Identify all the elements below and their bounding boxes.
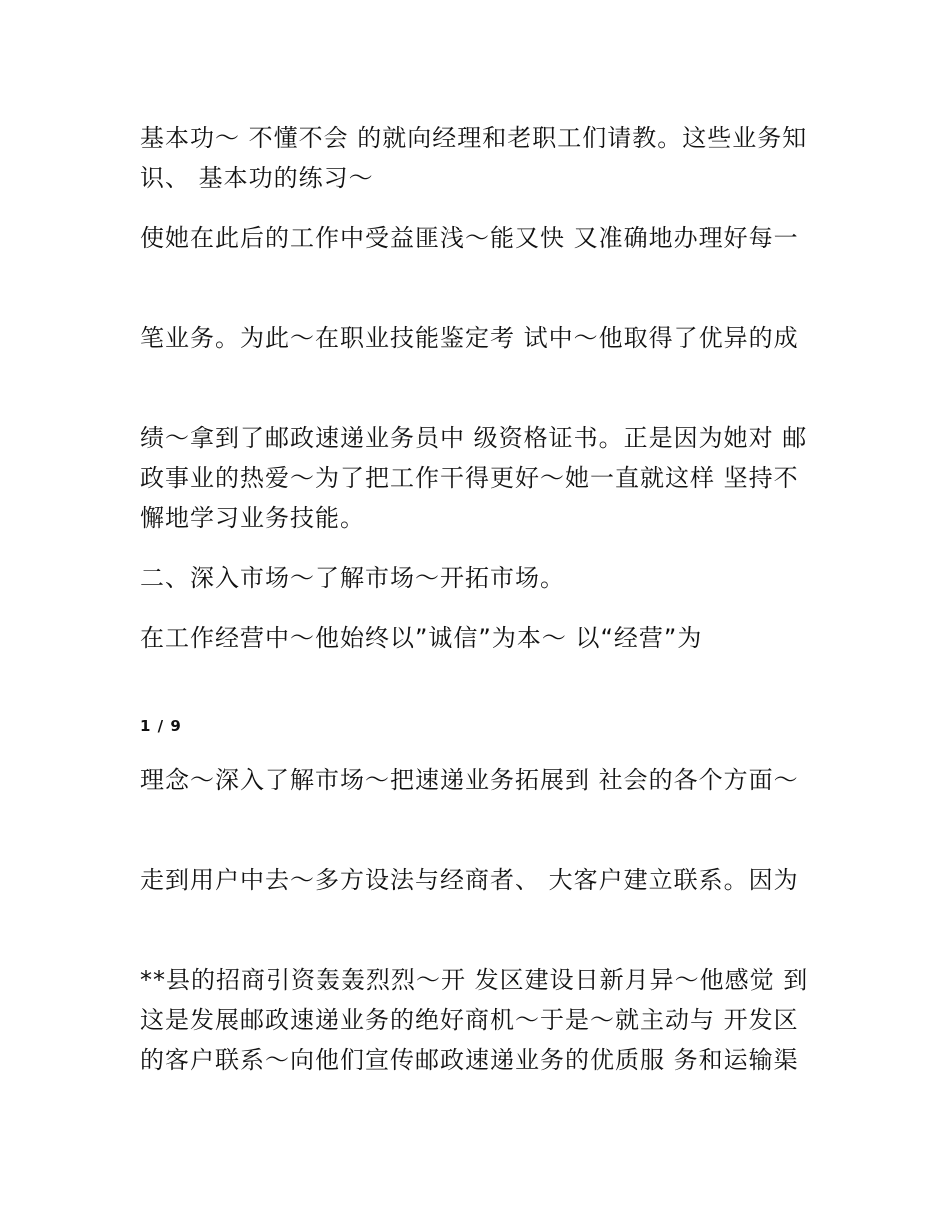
page-number: 1 / 9: [140, 717, 182, 735]
paragraph-6: 在工作经营中～他始终以”诚信”为本～ 以“经营”为: [140, 624, 703, 652]
paragraph-7: 理念～深入了解市场～把速递业务拓展到 社会的各个方面～: [140, 766, 799, 794]
paragraph-1: 基本功～ 不懂不会 的就向经理和老职工们请教。这些业务知识、 基本功的练习～: [140, 124, 808, 192]
paragraph-2: 使她在此后的工作中受益匪浅～能又快 又准确地办理好每一: [140, 224, 799, 252]
paragraph-5-heading: 二、深入市场～了解市场～开拓市场。: [140, 564, 565, 592]
paragraph-4: 绩～拿到了邮政速递业务员中 级资格证书。正是因为她对 邮 政事业的热爱～为了把工作干得更好～她一直就这样 坚持不 懈地学习业务技能。: [140, 424, 808, 532]
paragraph-3: 笔业务。为此～在职业技能鉴定考 试中～他取得了优异的成: [140, 324, 799, 352]
paragraph-8: 走到用户中去～多方设法与经商者、 大客户建立联系。因为: [140, 866, 799, 894]
paragraph-9: **县的招商引资轰轰烈烈～开 发区建设日新月异～他感觉 到 这是发展邮政速递业务的绝好商机～于是～就主动与 开发区 的客户联系～向他们宣传邮政速递业务的优质服 务和运输渠: [140, 966, 809, 1074]
